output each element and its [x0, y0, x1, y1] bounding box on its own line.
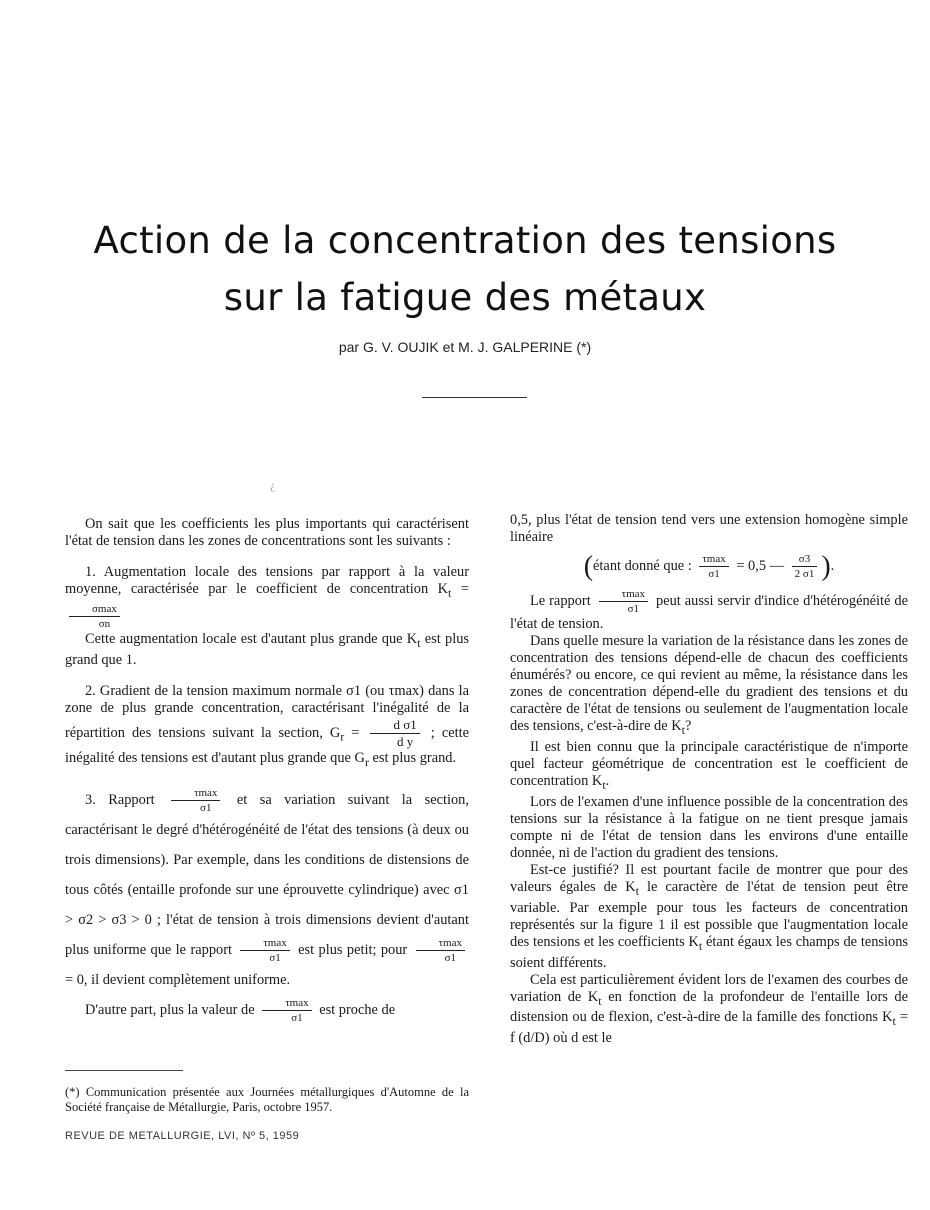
intro-paragraph: On sait que les coefficients les plus importants qui caractérisent l'état de tension dans les zones de concentrations sont les suivants : — [65, 516, 469, 549]
right-paragraph-5: Lors de l'examen d'une influence possible de la concentration des tensions sur la résistance à la fatigue on ne tient presque jamais compte ni de l'état de tension dans les environs d'une entaille donnée, ni de l'action du gradient des tensions. — [510, 793, 908, 861]
item-1-continuation: Cette augmentation locale est d'autant plus grande que $K_t$ est plus grand que 1. — [65, 630, 469, 668]
ratio-fraction-1: $\frac{\tau\max}{\sigma 1}$ — [171, 786, 220, 815]
item-3-paragraph: 3. Rapport $\frac{\tau\max}{\sigma 1}$ et sa variation suivant la section, caractérisant le degré d'hétérogénéité de l'état des tensions (à deux ou trois dimensions). Par exemple, dans les conditions de distensions de tous côtés (entaille profonde sur une éprouvette cylindrique) avec σ1 > σ2 > σ3 > 0 ; l'état de tension à trois dimensions devient d'autant plus uniforme que le rapport $\frac{\tau\max}{\sigma 1}$ est plus petit; pour $\frac{\tau\max}{\sigma 1}$ = 0, il devient complètement uniforme. — [65, 786, 469, 988]
right-paragraph-4: Il est bien connu que la principale caractéristique de n'importe quel facteur géométrique de concentration est le coefficient de concentration $K_t$. — [510, 738, 908, 792]
footnote-rule — [65, 1070, 183, 1071]
title-separator — [422, 397, 527, 398]
stray-mark: ¿ — [270, 478, 276, 492]
item-1-paragraph: 1. Augmentation locale des tensions par rapport à la valeur moyenne, caractérisée par le coefficient de concentration $K_t$ = $\frac{\sigma\max}{\sigma n}$ — [65, 564, 469, 630]
title-line-2: sur la fatigue des métaux — [223, 276, 707, 319]
footnote: (*) Communication présentée aux Journées métallurgiques d'Automne de la Société française de Métallurgie, Paris, octobre 1957. — [65, 1085, 469, 1114]
formula-fraction-1: $\frac{\tau\max}{\sigma 1}$ — [699, 552, 728, 581]
right-paragraph-3: Dans quelle mesure la variation de la résistance dans les zones de concentration des tensions dépend-elle de chacun des coefficients énumérés? ou encore, ce qui revient au même, la résistance dans les zones de concentration dépend-elle du gradient des tensions et du caractère de l'état de tensions ou seulement de l'augmentation locale des tensions, c'est-à-dire de $K_t$? — [510, 633, 908, 737]
gradient-fraction: $\frac{\text{d σ1}}{\text{d y}}$ — [370, 717, 419, 750]
item-2-paragraph: 2. Gradient de la tension maximum normale σ1 (ou τmax) dans la zone de plus grande concentration, caractérisant l'inégalité de la répartition des tensions suivant la section, $G_r$ = $\frac{\text{d σ1}}{\text{d y}}$ ; cette inégalité des tensions est d'autant plus grande que $G_r$ est plus grand. — [65, 682, 469, 769]
right-column — [510, 512, 908, 1047]
display-formula: (étant donné que : $\frac{\tau\max}{\sigma 1}$ = 0,5 — $\frac{\sigma 3}{2 \sigma 1}$ ). — [583, 551, 835, 582]
ratio-fraction-3: $\frac{\tau\max}{\sigma 1}$ — [416, 936, 465, 965]
formula-fraction-2: $\frac{\sigma 3}{2 \sigma 1}$ — [792, 552, 818, 581]
ratio-fraction-2: $\frac{\tau\max}{\sigma 1}$ — [240, 936, 289, 965]
article-title — [0, 212, 930, 326]
journal-reference: REVUE DE METALLURGIE, LVI, Nº 5, 1959 — [65, 1130, 300, 1142]
left-column — [65, 516, 469, 1025]
right-paragraph-1: 0,5, plus l'état de tension tend vers une extension homogène simple linéaire — [510, 512, 908, 545]
authors-line: par G. V. OUJIK et M. J. GALPERINE (*) — [338, 339, 592, 355]
ratio-fraction-5: $\frac{\tau\max}{\sigma 1}$ — [599, 587, 648, 616]
right-paragraph-7: Cela est particulièrement évident lors de l'examen des courbes de variation de $K_t$ en fonction de la profondeur de l'entaille lors de distension ou de flexion, c'est-à-dire de la famille des fonctions $K_t = f$ (d/D) où d est le — [510, 971, 909, 1047]
ratio-fraction-4: $\frac{\tau\max}{\sigma 1}$ — [262, 996, 311, 1025]
item-4-paragraph: D'autre part, plus la valeur de $\frac{\tau\max}{\sigma 1}$ est proche de — [85, 997, 396, 1025]
title-line-1: Action de la concentration des tensions — [93, 219, 837, 262]
kt-fraction: $\frac{\sigma\max}{\sigma n}$ — [69, 602, 120, 631]
right-paragraph-6: Est-ce justifié? Il est pourtant facile de montrer que pour des valeurs égales de $K_t$ le caractère de l'état de tension peut être variable. Par exemple pour tous les facteurs de concentration représentés sur la figure 1 il est possible que l'augmentation locale des tensions et les coefficients $K_t$ étant égaux les champs de tensions soient différents. — [510, 861, 908, 971]
right-paragraph-2: Le rapport $\frac{\tau\max}{\sigma 1}$ peut aussi servir d'indice d'hétérogénéité de l'état de tension. — [510, 588, 908, 632]
